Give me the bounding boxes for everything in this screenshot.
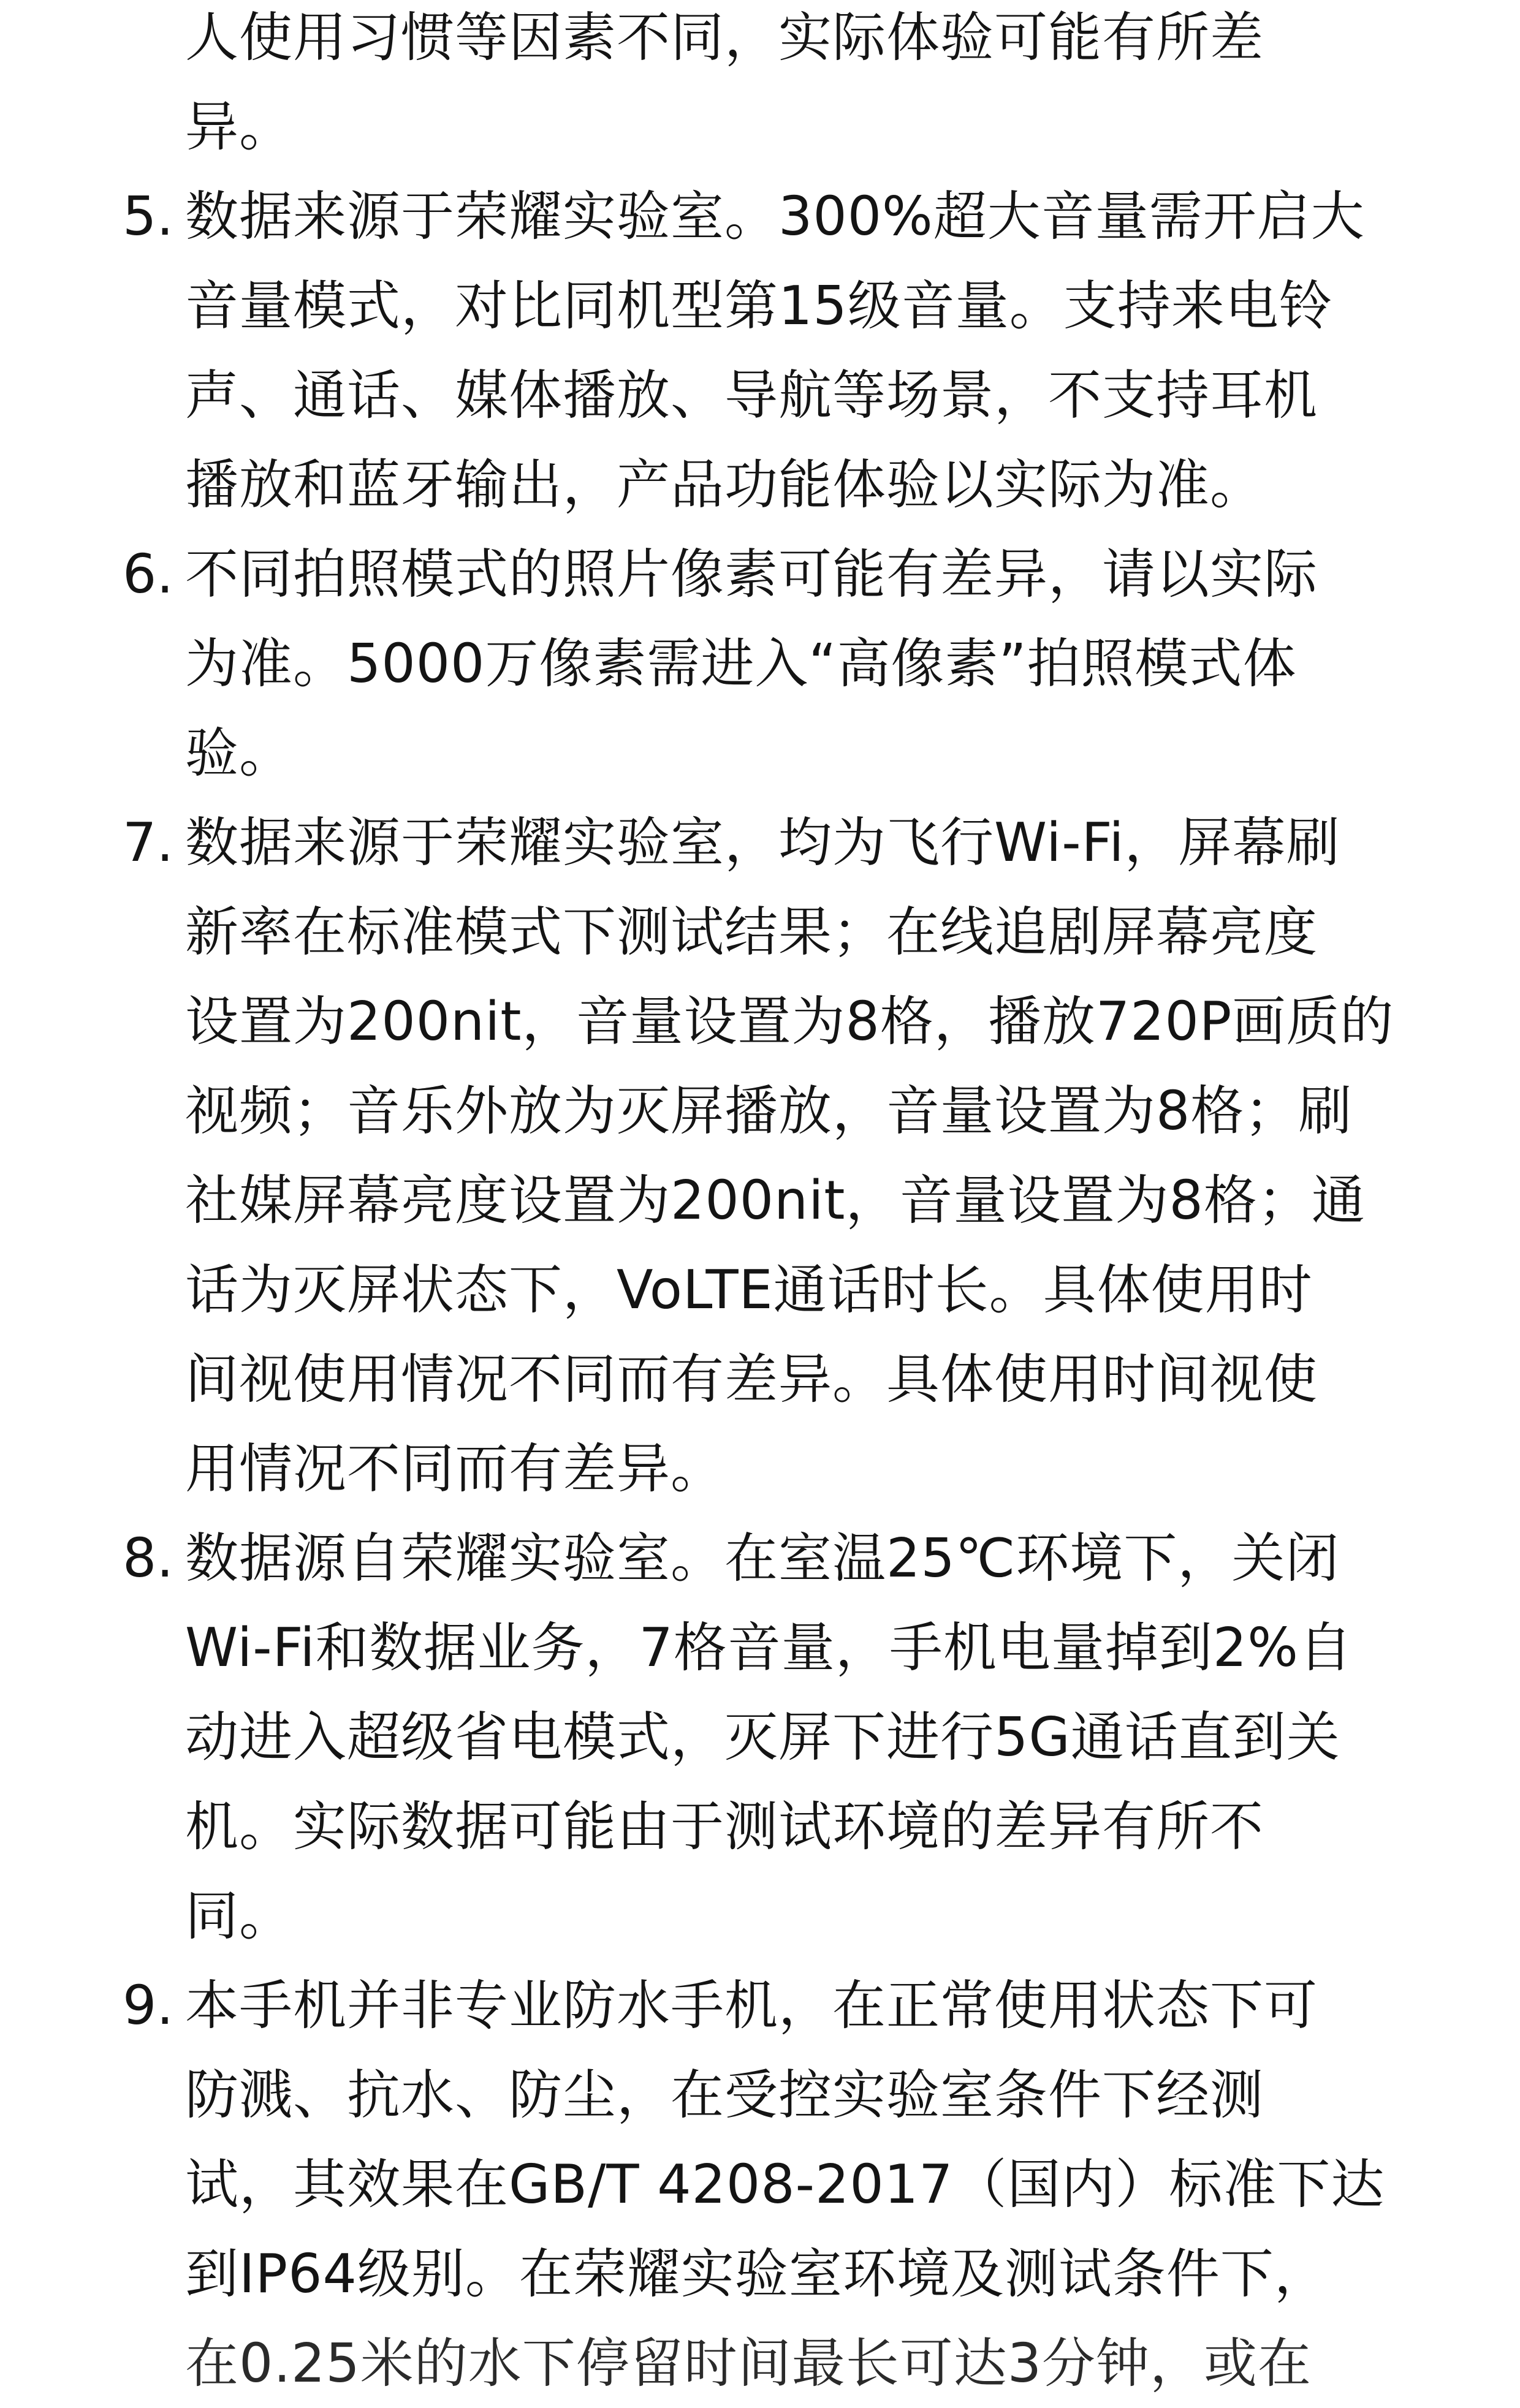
note-7-line: 视频；音乐外放为灭屏播放，音量设置为8格；刷 [185, 1080, 1353, 1142]
note-number-6: 6. [123, 543, 174, 605]
note-8-line: 同。 [185, 1885, 293, 1947]
note-6-line: 为准。5000万像素需进入“高像素”拍照模式体 [185, 632, 1297, 695]
note-5-line: 声、通话、媒体播放、导航等场景，不支持耳机 [185, 364, 1318, 426]
note-7-line: 社媒屏幕亮度设置为200nit，音量设置为8格；通 [185, 1169, 1366, 1232]
note-6-line: 验。 [185, 722, 293, 784]
note-5-line: 播放和蓝牙输出，产品功能体验以实际为准。 [185, 453, 1264, 516]
note-9-line: 防溅、抗水、防尘，在受控实验室条件下经测 [185, 2064, 1264, 2126]
note-6-line: 不同拍照模式的照片像素可能有差异，请以实际 [185, 543, 1318, 605]
note-9-line: 试，其效果在GB/T 4208-2017（国内）标准下达 [185, 2153, 1385, 2216]
note-9-line: 本手机并非专业防水手机，在正常使用状态下可 [185, 1974, 1318, 2037]
note-8-line: Wi-Fi和数据业务，7格音量，手机电量掉到2%自 [185, 1616, 1353, 1679]
note-8-line: 机。实际数据可能由于测试环境的差异有所不 [185, 1795, 1264, 1858]
note-number-9: 9. [123, 1974, 174, 2037]
note-4-line: 人使用习惯等因素不同，实际体验可能有所差 [185, 6, 1264, 69]
note-8-line: 数据源自荣耀实验室。在室温25℃环境下，关闭 [185, 1527, 1340, 1589]
note-number-7: 7. [123, 811, 174, 874]
note-4-line: 异。 [185, 96, 293, 158]
note-7-line: 用情况不同而有差异。 [185, 1437, 724, 1500]
note-7-line: 新率在标准模式下测试结果；在线追剧屏幕亮度 [185, 901, 1318, 963]
note-7-line: 话为灭屏状态下，VoLTE通话时长。具体使用时 [185, 1259, 1313, 1321]
note-7-line: 数据来源于荣耀实验室，均为飞行Wi-Fi，屏幕刷 [185, 811, 1340, 874]
note-number-5: 5. [123, 185, 174, 248]
note-number-8: 8. [123, 1527, 174, 1589]
note-9-line: 在0.25米的水下停留时间最长可达3分钟，或在 [185, 2332, 1312, 2395]
note-7-line: 间视使用情况不同而有差异。具体使用时间视使 [185, 1348, 1318, 1410]
note-5-line: 数据来源于荣耀实验室。300%超大音量需开启大 [185, 185, 1365, 248]
note-9-line: 到IP64级别。在荣耀实验室环境及测试条件下， [185, 2243, 1328, 2305]
note-8-line: 动进入超级省电模式，灭屏下进行5G通话直到关 [185, 1706, 1340, 1768]
note-7-line: 设置为200nit，音量设置为8格，播放720P画质的 [185, 990, 1394, 1053]
note-5-line: 音量模式，对比同机型第15级音量。支持来电铃 [185, 274, 1333, 337]
